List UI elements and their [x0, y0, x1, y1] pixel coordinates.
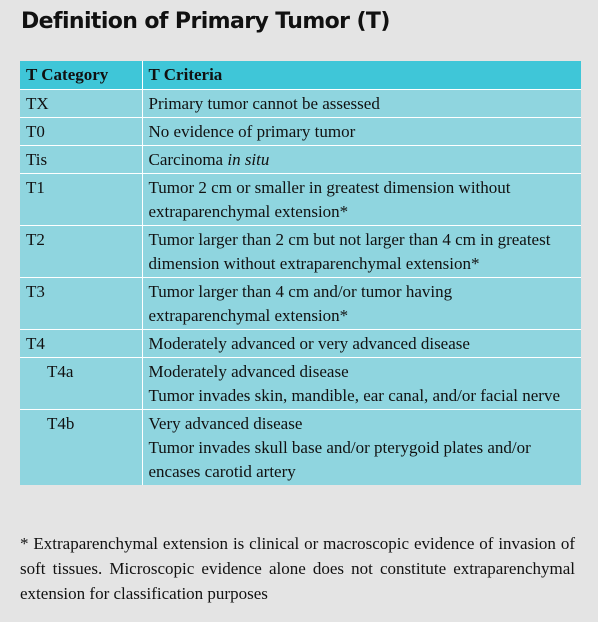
category-cell: T3 — [20, 278, 142, 330]
table-row — [20, 174, 581, 226]
criteria-cell: Moderately advanced or very advanced disease — [142, 330, 581, 358]
criteria-cell: No evidence of primary tumor — [142, 118, 581, 146]
table-row — [20, 226, 581, 278]
category-cell: Tis — [20, 146, 142, 174]
criteria-cell: Tumor larger than 2 cm but not larger than 4 cm in greatest dimension without extraparenchymal extension* — [142, 226, 581, 278]
tumor-definition-table-container — [20, 61, 581, 485]
table-row — [20, 410, 581, 486]
table-header-row — [20, 61, 581, 90]
category-cell: T0 — [20, 118, 142, 146]
criteria-italic-text: in situ — [227, 150, 270, 169]
criteria-line: Very advanced disease — [148, 414, 303, 433]
table-row — [20, 118, 581, 146]
criteria-cell: Primary tumor cannot be assessed — [142, 90, 581, 118]
page-title: Definition of Primary Tumor (T) — [21, 9, 390, 34]
header-t-criteria: T Criteria — [142, 61, 581, 90]
header-t-category: T Category — [20, 61, 142, 90]
category-cell: T4 — [20, 330, 142, 358]
criteria-cell — [142, 410, 581, 486]
criteria-cell — [142, 358, 581, 410]
table-row — [20, 278, 581, 330]
criteria-text: Carcinoma — [148, 150, 228, 169]
table-row — [20, 330, 581, 358]
footnote: * Extraparenchymal extension is clinical or macroscopic evidence of invasion of soft tissues. Microscopic evidence alone does not constitute extraparenchymal extension for classification purposes — [20, 534, 575, 603]
subcategory-cell: T4a — [20, 358, 142, 410]
criteria-line: Tumor invades skin, mandible, ear canal, and/or facial nerve — [148, 386, 560, 405]
category-cell: T2 — [20, 226, 142, 278]
criteria-cell: Tumor 2 cm or smaller in greatest dimension without extraparenchymal extension* — [142, 174, 581, 226]
subcategory-cell: T4b — [20, 410, 142, 486]
criteria-cell: Tumor larger than 4 cm and/or tumor having extraparenchymal extension* — [142, 278, 581, 330]
table-row — [20, 90, 581, 118]
category-cell: TX — [20, 90, 142, 118]
criteria-cell — [142, 146, 581, 174]
tumor-definition-table — [20, 61, 581, 485]
criteria-line: Tumor invades skull base and/or pterygoid plates and/or encases carotid artery — [148, 438, 531, 481]
table-row — [20, 358, 581, 410]
category-cell: T1 — [20, 174, 142, 226]
criteria-line: Moderately advanced disease — [148, 362, 349, 381]
table-row — [20, 146, 581, 174]
